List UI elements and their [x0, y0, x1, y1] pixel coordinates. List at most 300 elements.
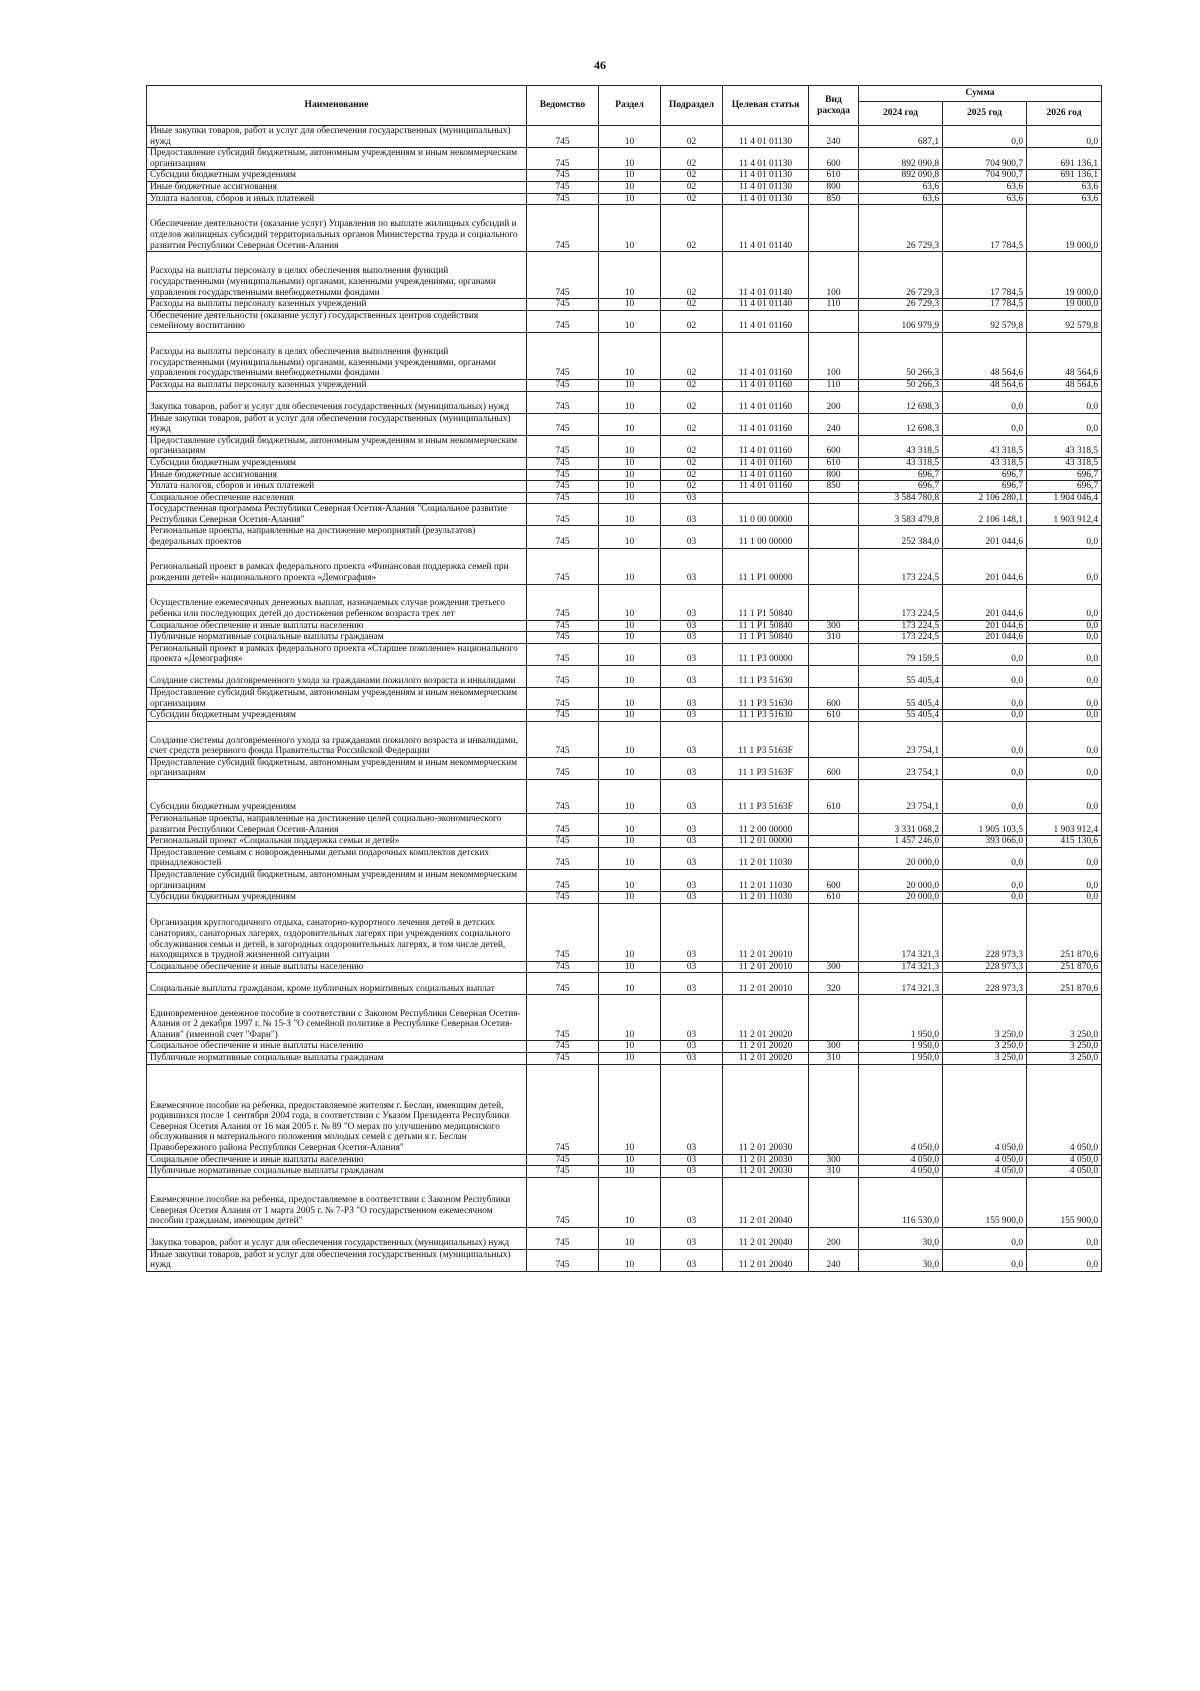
cell-2024: 63,6	[859, 181, 943, 193]
cell-2026: 251 870,6	[1027, 961, 1102, 973]
cell-dept: 745	[527, 1249, 599, 1271]
cell-name: Организация круглогодичного отдыха, санаторно-курортного лечения детей в детских санаториях, санаторных лагерях, оздоровительных лагерях при учреждениях социального обслуживания семьи и детей, в загородных оздоровительных лагерях, в том числе детей, находящихся в трудной жизненной ситуации	[147, 903, 527, 961]
table-row	[147, 1166, 1102, 1178]
cell-dept: 745	[527, 252, 599, 299]
table-row	[147, 205, 1102, 252]
cell-subsection: 03	[661, 869, 723, 891]
cell-2026: 0,0	[1027, 892, 1102, 904]
cell-type: 610	[809, 780, 859, 814]
cell-subsection: 02	[661, 170, 723, 182]
cell-name: Иные бюджетные ассигнования	[147, 469, 527, 481]
cell-type	[809, 847, 859, 869]
cell-target: 11 4 01 01130	[723, 126, 809, 148]
cell-name: Предоставление субсидий бюджетным, автономным учреждениям и иным некоммерческим организациям	[147, 688, 527, 710]
table-row	[147, 780, 1102, 814]
cell-2026: 0,0	[1027, 391, 1102, 413]
cell-2024: 3 583 479,8	[859, 504, 943, 526]
cell-2024: 1 950,0	[859, 995, 943, 1041]
cell-section: 10	[599, 391, 661, 413]
cell-subsection: 03	[661, 995, 723, 1041]
cell-2024: 26 729,3	[859, 299, 943, 311]
cell-section: 10	[599, 995, 661, 1041]
cell-2026: 0,0	[1027, 413, 1102, 435]
cell-2026: 3 250,0	[1027, 1041, 1102, 1053]
cell-name: Социальное обеспечение населения	[147, 492, 527, 504]
cell-2025: 696,7	[943, 481, 1027, 493]
table-row	[147, 847, 1102, 869]
cell-section: 10	[599, 688, 661, 710]
cell-2024: 174 321,3	[859, 973, 943, 995]
table-header	[147, 86, 1102, 126]
cell-dept: 745	[527, 710, 599, 722]
table-row	[147, 481, 1102, 493]
cell-dept: 745	[527, 205, 599, 252]
cell-name: Социальное обеспечение и иные выплаты населению	[147, 961, 527, 973]
cell-2024: 20 000,0	[859, 892, 943, 904]
cell-2026: 691 136,1	[1027, 148, 1102, 170]
cell-target: 11 4 01 01160	[723, 310, 809, 332]
cell-section: 10	[599, 252, 661, 299]
cell-subsection: 03	[661, 1166, 723, 1178]
cell-section: 10	[599, 193, 661, 205]
cell-2025: 228 973,3	[943, 903, 1027, 961]
cell-2024: 173 224,5	[859, 620, 943, 632]
cell-name: Единовременное денежное пособие в соответствии с Законом Республики Северная Осетия-Алания от 2 декабря 1997 г. № 15-З "О семейной политике в Республике Северная Осетия-Алания" (именной счет "Фарн")	[147, 995, 527, 1041]
cell-name: Региональный проект в рамках федерального проекта «Старшее поколение» национального проекта «Демография»	[147, 643, 527, 665]
cell-2025: 228 973,3	[943, 973, 1027, 995]
cell-target: 11 4 01 01140	[723, 205, 809, 252]
cell-2026: 0,0	[1027, 126, 1102, 148]
cell-2024: 252 384,0	[859, 526, 943, 548]
cell-2025: 17 784,5	[943, 299, 1027, 311]
cell-name: Ежемесячное пособие на ребенка, предоставляемое в соответствии с Законом Республики Северная Осетия Алания от 1 марта 2005 г. № 7-РЗ "О государственном ежемесячном пособии гражданам, имеющим детей"	[147, 1177, 527, 1227]
cell-name: Предоставление субсидий бюджетным, автономным учреждениям и иным некоммерческим организациям	[147, 869, 527, 891]
cell-2024: 23 754,1	[859, 780, 943, 814]
cell-2024: 30,0	[859, 1227, 943, 1249]
cell-2025: 0,0	[943, 666, 1027, 688]
cell-2025: 2 106 148,1	[943, 504, 1027, 526]
cell-2026: 415 130,6	[1027, 836, 1102, 848]
cell-name: Создание системы долговременного ухода за гражданами пожилого возраста и инвалидами	[147, 666, 527, 688]
cell-type: 300	[809, 1154, 859, 1166]
cell-name: Субсидии бюджетным учреждениям	[147, 170, 527, 182]
cell-2024: 173 224,5	[859, 584, 943, 620]
cell-2025: 4 050,0	[943, 1166, 1027, 1178]
cell-section: 10	[599, 413, 661, 435]
cell-2024: 50 266,3	[859, 379, 943, 391]
cell-2026: 0,0	[1027, 632, 1102, 644]
cell-2026: 19 000,0	[1027, 252, 1102, 299]
cell-dept: 745	[527, 973, 599, 995]
cell-target: 11 2 01 20040	[723, 1227, 809, 1249]
cell-2024: 106 979,9	[859, 310, 943, 332]
cell-type	[809, 903, 859, 961]
cell-subsection: 02	[661, 148, 723, 170]
cell-subsection: 03	[661, 584, 723, 620]
cell-2025: 43 318,5	[943, 435, 1027, 457]
cell-subsection: 02	[661, 252, 723, 299]
cell-dept: 745	[527, 548, 599, 584]
cell-2025: 3 250,0	[943, 995, 1027, 1041]
cell-type: 240	[809, 1249, 859, 1271]
cell-2025: 0,0	[943, 892, 1027, 904]
cell-type	[809, 1064, 859, 1154]
cell-type	[809, 492, 859, 504]
cell-2025: 0,0	[943, 1249, 1027, 1271]
cell-2024: 1 950,0	[859, 1052, 943, 1064]
table-row	[147, 666, 1102, 688]
cell-name: Уплата налогов, сборов и иных платежей	[147, 193, 527, 205]
cell-section: 10	[599, 643, 661, 665]
table-row	[147, 903, 1102, 961]
cell-2026: 0,0	[1027, 780, 1102, 814]
cell-section: 10	[599, 1227, 661, 1249]
cell-subsection: 03	[661, 847, 723, 869]
cell-target: 11 2 01 20030	[723, 1166, 809, 1178]
cell-name: Предоставление субсидий бюджетным, автономным учреждениям и иным некоммерческим организациям	[147, 435, 527, 457]
cell-target: 11 0 00 00000	[723, 504, 809, 526]
cell-name: Предоставление субсидий бюджетным, автономным учреждениям и иным некоммерческим организациям	[147, 757, 527, 779]
cell-type: 100	[809, 252, 859, 299]
table-row	[147, 332, 1102, 379]
cell-2025: 0,0	[943, 1227, 1027, 1249]
cell-dept: 745	[527, 961, 599, 973]
header-type: Вид расхода	[809, 86, 859, 126]
cell-name: Социальное обеспечение и иные выплаты населению	[147, 620, 527, 632]
cell-type	[809, 205, 859, 252]
cell-type: 320	[809, 973, 859, 995]
cell-target: 11 4 01 01160	[723, 481, 809, 493]
cell-2024: 174 321,3	[859, 961, 943, 973]
cell-2026: 3 250,0	[1027, 995, 1102, 1041]
cell-2024: 173 224,5	[859, 548, 943, 584]
cell-type: 600	[809, 757, 859, 779]
cell-subsection: 02	[661, 310, 723, 332]
cell-name: Публичные нормативные социальные выплаты гражданам	[147, 1052, 527, 1064]
cell-2025: 0,0	[943, 643, 1027, 665]
cell-section: 10	[599, 869, 661, 891]
cell-name: Закупка товаров, работ и услуг для обеспечения государственных (муниципальных) нужд	[147, 391, 527, 413]
cell-target: 11 2 01 00000	[723, 836, 809, 848]
cell-section: 10	[599, 1249, 661, 1271]
cell-section: 10	[599, 1052, 661, 1064]
cell-2024: 30,0	[859, 1249, 943, 1271]
cell-2024: 892 090,8	[859, 148, 943, 170]
cell-name: Публичные нормативные социальные выплаты гражданам	[147, 1166, 527, 1178]
cell-2025: 17 784,5	[943, 252, 1027, 299]
cell-type	[809, 548, 859, 584]
cell-dept: 745	[527, 481, 599, 493]
cell-section: 10	[599, 548, 661, 584]
cell-name: Создание системы долговременного ухода за гражданами пожилого возраста и инвалидами, счет средств резервного фонда Правительства Российской Федерации	[147, 721, 527, 757]
cell-target: 11 2 01 20040	[723, 1249, 809, 1271]
cell-type: 800	[809, 469, 859, 481]
cell-name: Региональный проект в рамках федерального проекта «Финансовая поддержка семей при рождении детей» национального проекта «Демография»	[147, 548, 527, 584]
cell-name: Социальные выплаты гражданам, кроме публичных нормативных социальных выплат	[147, 973, 527, 995]
cell-2024: 63,6	[859, 193, 943, 205]
cell-2025: 63,6	[943, 193, 1027, 205]
cell-dept: 745	[527, 643, 599, 665]
table-row	[147, 1064, 1102, 1154]
cell-2024: 116 530,0	[859, 1177, 943, 1227]
table-row	[147, 504, 1102, 526]
cell-2025: 0,0	[943, 391, 1027, 413]
table-row	[147, 1041, 1102, 1053]
cell-section: 10	[599, 892, 661, 904]
cell-2026: 0,0	[1027, 1249, 1102, 1271]
cell-dept: 745	[527, 1041, 599, 1053]
cell-2024: 12 698,3	[859, 413, 943, 435]
cell-dept: 745	[527, 632, 599, 644]
table-row	[147, 721, 1102, 757]
cell-2025: 0,0	[943, 688, 1027, 710]
table-row	[147, 869, 1102, 891]
table-row	[147, 193, 1102, 205]
cell-name: Социальное обеспечение и иные выплаты населению	[147, 1154, 527, 1166]
cell-section: 10	[599, 757, 661, 779]
cell-type	[809, 814, 859, 836]
cell-subsection: 02	[661, 435, 723, 457]
table-row	[147, 620, 1102, 632]
cell-2026: 19 000,0	[1027, 299, 1102, 311]
cell-section: 10	[599, 126, 661, 148]
cell-section: 10	[599, 181, 661, 193]
budget-table	[146, 85, 1102, 1272]
table-row	[147, 836, 1102, 848]
cell-subsection: 02	[661, 391, 723, 413]
cell-subsection: 02	[661, 457, 723, 469]
cell-section: 10	[599, 379, 661, 391]
cell-dept: 745	[527, 688, 599, 710]
table-row	[147, 252, 1102, 299]
cell-name: Иные бюджетные ассигнования	[147, 181, 527, 193]
cell-2025: 1 905 103,5	[943, 814, 1027, 836]
cell-2024: 23 754,1	[859, 721, 943, 757]
cell-2026: 0,0	[1027, 584, 1102, 620]
cell-target: 11 1 Р3 5163F	[723, 780, 809, 814]
cell-2025: 48 564,6	[943, 332, 1027, 379]
cell-name: Региональные проекты, направленные на достижение мероприятий (результатов) федеральных проектов	[147, 526, 527, 548]
cell-section: 10	[599, 666, 661, 688]
table-row	[147, 181, 1102, 193]
cell-section: 10	[599, 435, 661, 457]
cell-dept: 745	[527, 1177, 599, 1227]
cell-2026: 0,0	[1027, 666, 1102, 688]
cell-type: 850	[809, 193, 859, 205]
header-target: Целевая статья	[723, 86, 809, 126]
cell-subsection: 03	[661, 688, 723, 710]
cell-2026: 696,7	[1027, 481, 1102, 493]
cell-subsection: 03	[661, 1227, 723, 1249]
table-row	[147, 548, 1102, 584]
cell-target: 11 1 Р3 00000	[723, 643, 809, 665]
cell-dept: 745	[527, 148, 599, 170]
cell-dept: 745	[527, 299, 599, 311]
cell-dept: 745	[527, 869, 599, 891]
cell-2025: 201 044,6	[943, 548, 1027, 584]
cell-type: 600	[809, 869, 859, 891]
cell-subsection: 03	[661, 973, 723, 995]
cell-2026: 1 904 046,4	[1027, 492, 1102, 504]
cell-type: 240	[809, 126, 859, 148]
table-row	[147, 469, 1102, 481]
cell-2024: 687,1	[859, 126, 943, 148]
cell-name: Уплата налогов, сборов и иных платежей	[147, 481, 527, 493]
cell-name: Расходы на выплаты персоналу в целях обеспечения выполнения функций государственными (муниципальными) органами, казенными учреждениями, органами управления государственными внебюджетными фондами	[147, 252, 527, 299]
table-row	[147, 643, 1102, 665]
cell-type: 200	[809, 1227, 859, 1249]
header-year-2024: 2024 год	[859, 102, 943, 126]
cell-target: 11 2 01 20030	[723, 1064, 809, 1154]
cell-2024: 892 090,8	[859, 170, 943, 182]
cell-section: 10	[599, 1166, 661, 1178]
cell-dept: 745	[527, 721, 599, 757]
cell-2025: 4 050,0	[943, 1064, 1027, 1154]
table-row	[147, 379, 1102, 391]
cell-section: 10	[599, 148, 661, 170]
cell-type	[809, 666, 859, 688]
cell-dept: 745	[527, 620, 599, 632]
cell-type	[809, 504, 859, 526]
cell-2026: 1 903 912,4	[1027, 504, 1102, 526]
cell-section: 10	[599, 457, 661, 469]
table-row	[147, 391, 1102, 413]
cell-dept: 745	[527, 836, 599, 848]
cell-type: 110	[809, 379, 859, 391]
cell-dept: 745	[527, 413, 599, 435]
cell-section: 10	[599, 584, 661, 620]
cell-section: 10	[599, 1064, 661, 1154]
cell-type: 310	[809, 1052, 859, 1064]
cell-section: 10	[599, 780, 661, 814]
cell-dept: 745	[527, 584, 599, 620]
table-row	[147, 688, 1102, 710]
cell-type	[809, 721, 859, 757]
cell-2026: 0,0	[1027, 721, 1102, 757]
header-subsection: Подраздел	[661, 86, 723, 126]
cell-section: 10	[599, 205, 661, 252]
table-row	[147, 1177, 1102, 1227]
cell-2026: 0,0	[1027, 688, 1102, 710]
cell-subsection: 03	[661, 643, 723, 665]
cell-target: 11 4 01 01130	[723, 148, 809, 170]
cell-subsection: 03	[661, 548, 723, 584]
cell-target: 11 2 01 11030	[723, 869, 809, 891]
cell-2024: 50 266,3	[859, 332, 943, 379]
cell-type: 610	[809, 457, 859, 469]
cell-name: Закупка товаров, работ и услуг для обеспечения государственных (муниципальных) нужд	[147, 1227, 527, 1249]
cell-type	[809, 310, 859, 332]
cell-target: 11 2 01 20010	[723, 961, 809, 973]
cell-target: 11 4 01 01160	[723, 413, 809, 435]
table-row	[147, 995, 1102, 1041]
table-row	[147, 299, 1102, 311]
cell-2026: 3 250,0	[1027, 1052, 1102, 1064]
cell-2026: 0,0	[1027, 643, 1102, 665]
cell-name: Иные закупки товаров, работ и услуг для обеспечения государственных (муниципальных) нужд	[147, 413, 527, 435]
cell-target: 11 4 01 01140	[723, 299, 809, 311]
cell-name: Социальное обеспечение и иные выплаты населению	[147, 1041, 527, 1053]
cell-2026: 1 903 912,4	[1027, 814, 1102, 836]
cell-type	[809, 1177, 859, 1227]
table-row	[147, 710, 1102, 722]
cell-dept: 745	[527, 780, 599, 814]
cell-subsection: 03	[661, 1052, 723, 1064]
cell-dept: 745	[527, 457, 599, 469]
cell-section: 10	[599, 492, 661, 504]
cell-subsection: 03	[661, 961, 723, 973]
cell-2025: 3 250,0	[943, 1041, 1027, 1053]
cell-target: 11 1 Р1 00000	[723, 548, 809, 584]
cell-2025: 0,0	[943, 757, 1027, 779]
cell-2026: 0,0	[1027, 1227, 1102, 1249]
cell-dept: 745	[527, 903, 599, 961]
cell-target: 11 1 Р1 50840	[723, 620, 809, 632]
cell-name: Иные закупки товаров, работ и услуг для обеспечения государственных (муниципальных) нужд	[147, 126, 527, 148]
cell-section: 10	[599, 1154, 661, 1166]
cell-subsection: 02	[661, 413, 723, 435]
cell-2026: 0,0	[1027, 526, 1102, 548]
cell-2025: 48 564,6	[943, 379, 1027, 391]
cell-2026: 92 579,8	[1027, 310, 1102, 332]
cell-2026: 0,0	[1027, 548, 1102, 584]
cell-2024: 174 321,3	[859, 903, 943, 961]
cell-2026: 19 000,0	[1027, 205, 1102, 252]
cell-target: 11 1 Р3 51630	[723, 688, 809, 710]
cell-subsection: 03	[661, 1064, 723, 1154]
cell-2024: 12 698,3	[859, 391, 943, 413]
table-row	[147, 126, 1102, 148]
cell-dept: 745	[527, 332, 599, 379]
cell-type: 200	[809, 391, 859, 413]
cell-2026: 691 136,1	[1027, 170, 1102, 182]
cell-2026: 155 900,0	[1027, 1177, 1102, 1227]
cell-2025: 0,0	[943, 413, 1027, 435]
cell-type: 310	[809, 1166, 859, 1178]
cell-2024: 3 331 068,2	[859, 814, 943, 836]
cell-dept: 745	[527, 170, 599, 182]
cell-target: 11 1 Р3 5163F	[723, 721, 809, 757]
table-row	[147, 526, 1102, 548]
cell-section: 10	[599, 961, 661, 973]
cell-2025: 0,0	[943, 847, 1027, 869]
cell-subsection: 02	[661, 379, 723, 391]
cell-name: Обеспечение деятельности (оказание услуг) Управления по выплате жилищных субсидий и отделов жилищных субсидий территориальных органов Министерства труда и социального развития Республики Северная Осетия-Алания	[147, 205, 527, 252]
cell-2024: 20 000,0	[859, 869, 943, 891]
cell-type	[809, 526, 859, 548]
cell-type: 100	[809, 332, 859, 379]
table-row	[147, 435, 1102, 457]
cell-dept: 745	[527, 126, 599, 148]
cell-2026: 0,0	[1027, 710, 1102, 722]
cell-dept: 745	[527, 391, 599, 413]
header-section: Раздел	[599, 86, 661, 126]
cell-2026: 0,0	[1027, 620, 1102, 632]
header-name: Наименование	[147, 86, 527, 126]
table-row	[147, 814, 1102, 836]
cell-2024: 3 584 780,8	[859, 492, 943, 504]
cell-type: 610	[809, 170, 859, 182]
cell-type: 800	[809, 181, 859, 193]
cell-section: 10	[599, 632, 661, 644]
cell-type: 600	[809, 688, 859, 710]
table-row	[147, 170, 1102, 182]
cell-dept: 745	[527, 193, 599, 205]
cell-subsection: 03	[661, 1041, 723, 1053]
table-row	[147, 973, 1102, 995]
cell-subsection: 02	[661, 126, 723, 148]
cell-subsection: 03	[661, 526, 723, 548]
